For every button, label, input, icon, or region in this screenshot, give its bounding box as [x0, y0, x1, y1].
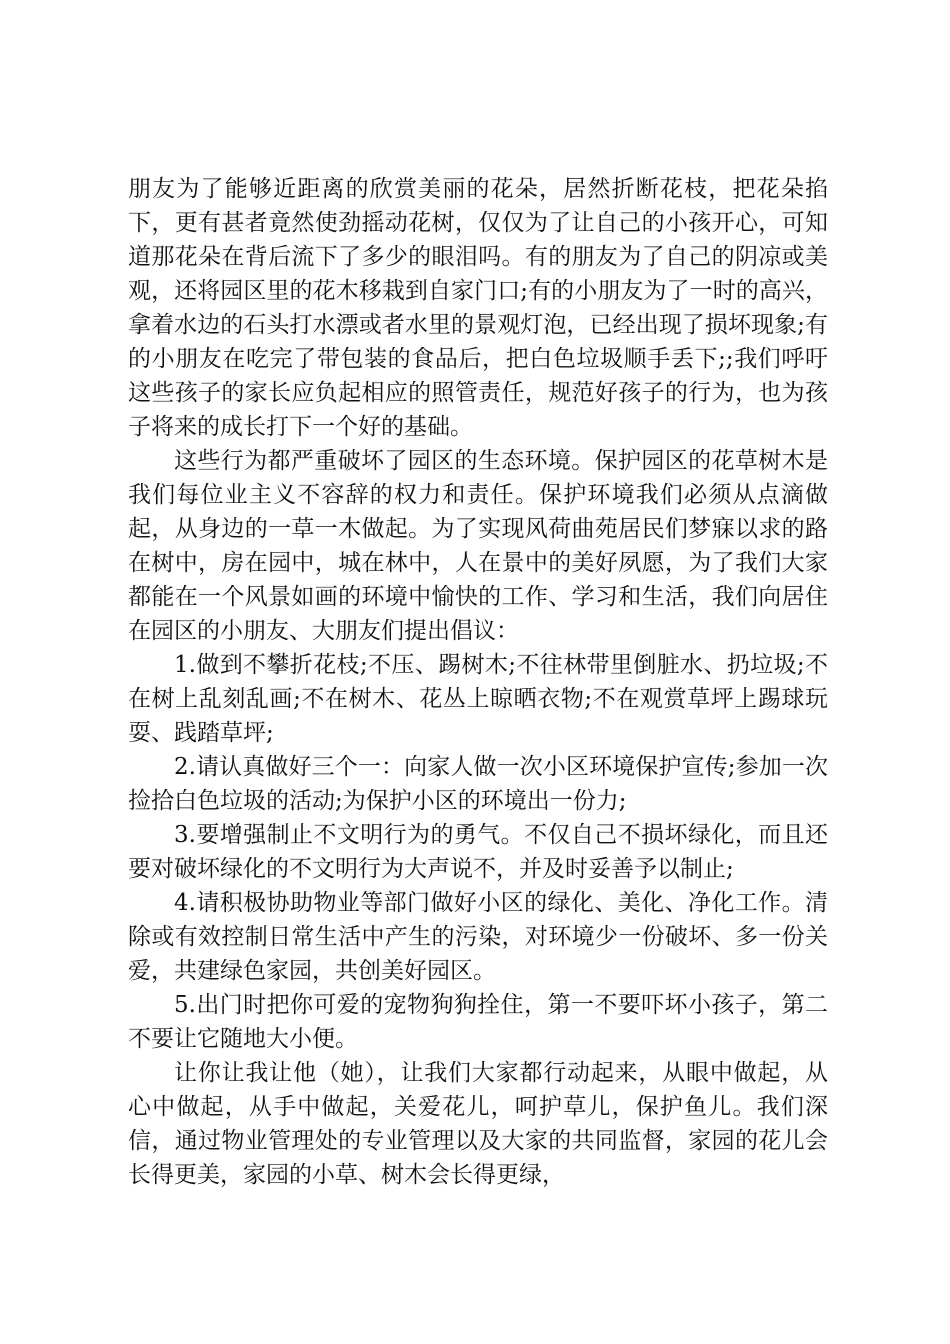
- paragraph-closing: 让你让我让他（她），让我们大家都行动起来，从眼中做起，从心中做起，从手中做起，关爱花儿，呵护草儿，保护鱼儿。我们深信，通过物业管理处的专业管理以及大家的共同监督，家园的花儿会长得更美，家园的小草、树木会长得更绿，: [128, 1060, 828, 1188]
- paragraph-continuation: 朋友为了能够近距离的欣赏美丽的花朵，居然折断花枝，把花朵掐下，更有甚者竟然使劲摇动花树，仅仅为了让自己的小孩开心，可知道那花朵在背后流下了多少的眼泪吗。有的朋友为了自己的阴凉或美观，还将园区里的花木移栽到自家门口;有的小朋友为了一时的高兴，拿着水边的石头打水漂或者水里的景观灯泡，已经出现了损坏现象;有的小朋友在吃完了带包装的食品后，把白色垃圾顺手丢下;;我们呼吁这些孩子的家长应负起相应的照管责任，规范好孩子的行为，也为孩子将来的成长打下一个好的基础。: [128, 176, 828, 440]
- proposal-item-1: 1.做到不攀折花枝;不压、踢树木;不往林带里倒脏水、扔垃圾;不在树上乱刻乱画;不在树木、花丛上晾晒衣物;不在观赏草坪上踢球玩耍、践踏草坪;: [128, 652, 828, 746]
- proposal-item-2: 2.请认真做好三个一：向家人做一次小区环境保护宣传;参加一次捡拾白色垃圾的活动;为保护小区的环境出一份力;: [128, 754, 828, 814]
- document-body: [128, 172, 828, 1192]
- proposal-item-5: 5.出门时把你可爱的宠物狗狗拴住，第一不要吓坏小孩子，第二不要让它随地大小便。: [128, 992, 828, 1052]
- proposal-item-4: 4.请积极协助物业等部门做好小区的绿化、美化、净化工作。清除或有效控制日常生活中产生的污染，对环境少一份破坏、多一份关爱，共建绿色家园，共创美好园区。: [128, 890, 828, 984]
- proposal-item-3: 3.要增强制止不文明行为的勇气。不仅自己不损坏绿化，而且还要对破坏绿化的不文明行为大声说不，并及时妥善予以制止;: [128, 822, 828, 882]
- paragraph-environment: 这些行为都严重破坏了园区的生态环境。保护园区的花草树木是我们每位业主义不容辞的权力和责任。保护环境我们必须从点滴做起，从身边的一草一木做起。为了实现风荷曲苑居民们梦寐以求的路在树中，房在园中，城在林中，人在景中的美好夙愿，为了我们大家都能在一个风景如画的环境中愉快的工作、学习和生活，我们向居住在园区的小朋友、大朋友们提出倡议：: [128, 448, 828, 644]
